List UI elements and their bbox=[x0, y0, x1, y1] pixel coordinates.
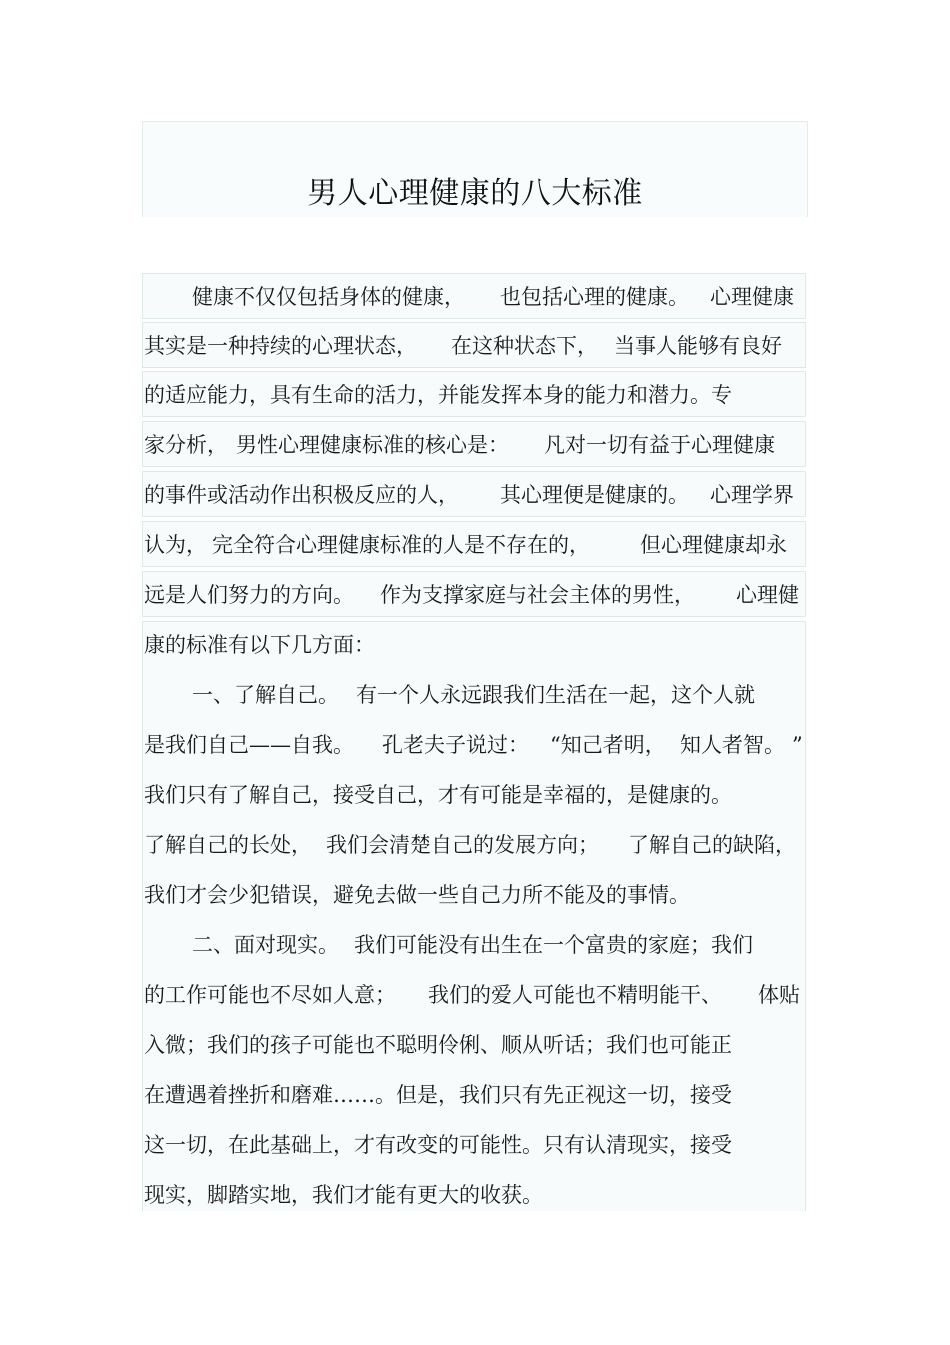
text-line bbox=[144, 329, 804, 363]
text-segment: 在这种状态下， bbox=[451, 334, 598, 358]
text-segment: 我们只有了解自己，接受自己，才有可能是幸福的，是健康的。 bbox=[144, 783, 732, 807]
text-segment: 体贴 bbox=[758, 983, 800, 1007]
text-segment: ” bbox=[792, 733, 803, 757]
text-line bbox=[144, 428, 804, 462]
text-segment: 也包括心理的健康。 bbox=[500, 285, 689, 309]
text-segment: 了解自己的缺陷， bbox=[628, 833, 796, 857]
document-title: 男人心理健康的八大标准 bbox=[307, 176, 643, 211]
text-segment: 我们会清楚自己的发展方向； bbox=[326, 833, 599, 857]
text-segment: 的适应能力，具有生命的活力，并能发挥本身的能力和潜力。专 bbox=[144, 383, 732, 407]
text-segment: 的工作可能也不尽如人意； bbox=[144, 983, 396, 1007]
text-segment: 我们可能没有出生在一个富贵的家庭；我们 bbox=[354, 933, 753, 957]
text-segment: 但心理健康却永 bbox=[640, 533, 787, 557]
text-segment: 知人者智。 bbox=[680, 733, 785, 757]
title-box bbox=[142, 121, 808, 217]
text-segment: 健康不仅仅包括身体的健康， bbox=[192, 285, 465, 309]
text-segment: 远是人们努力的方向。 bbox=[144, 583, 354, 607]
text-segment: 凡对一切有益于心理健康 bbox=[544, 433, 775, 457]
text-segment: 这一切，在此基础上，才有改变的可能性。只有认清现实，接受 bbox=[144, 1133, 732, 1157]
text-segment: 我们的爱人可能也不精明能干、 bbox=[428, 983, 722, 1007]
text-segment: 在遭遇着挫折和磨难……。但是，我们只有先正视这一切，接受 bbox=[144, 1083, 732, 1107]
text-line bbox=[144, 828, 804, 862]
text-segment: 家分析， bbox=[144, 433, 228, 457]
text-segment: 现实，脚踏实地，我们才能有更大的收获。 bbox=[144, 1183, 543, 1207]
text-segment: 入微；我们的孩子可能也不聪明伶俐、顺从听话；我们也可能正 bbox=[144, 1033, 732, 1057]
text-segment: 我们才会少犯错误，避免去做一些自己力所不能及的事情。 bbox=[144, 883, 690, 907]
text-segment: 心理健康 bbox=[710, 285, 794, 309]
text-line bbox=[144, 978, 804, 1012]
text-segment: 其心理便是健康的。 bbox=[500, 483, 689, 507]
text-segment: 作为支撑家庭与社会主体的男性， bbox=[380, 583, 695, 607]
text-segment: 了解自己的长处， bbox=[144, 833, 312, 857]
text-line bbox=[144, 628, 804, 662]
text-segment: 当事人能够有良好 bbox=[614, 334, 782, 358]
text-line bbox=[144, 678, 804, 712]
text-line bbox=[144, 478, 804, 512]
text-line bbox=[144, 728, 804, 762]
text-segment: 认为， bbox=[144, 533, 207, 557]
text-segment: 完全符合心理健康标准的人是不存在的， bbox=[212, 533, 590, 557]
text-line bbox=[144, 1178, 804, 1212]
text-line bbox=[144, 578, 804, 612]
text-segment: “知己者明， bbox=[550, 733, 666, 757]
text-segment: 其实是一种持续的心理状态， bbox=[144, 334, 417, 358]
text-line bbox=[144, 1028, 804, 1062]
text-segment: 孔老夫子说过： bbox=[382, 733, 529, 757]
text-segment: 男性心理健康标准的核心是： bbox=[236, 433, 509, 457]
text-line bbox=[144, 528, 804, 562]
text-line bbox=[144, 1078, 804, 1112]
text-segment: 是我们自己——自我。 bbox=[144, 733, 354, 757]
text-segment: 的事件或活动作出积极反应的人， bbox=[144, 483, 459, 507]
text-line bbox=[144, 378, 804, 412]
text-segment: 一、了解自己。 bbox=[192, 683, 339, 707]
text-line bbox=[144, 280, 804, 314]
text-line bbox=[144, 778, 804, 812]
text-line bbox=[144, 1128, 804, 1162]
text-segment: 有一个人永远跟我们生活在一起，这个人就 bbox=[356, 683, 755, 707]
text-segment: 心理学界 bbox=[710, 483, 794, 507]
text-line bbox=[144, 928, 804, 962]
text-line bbox=[144, 878, 804, 912]
text-segment: 康的标准有以下几方面： bbox=[144, 633, 375, 657]
text-segment: 二、面对现实。 bbox=[192, 933, 339, 957]
text-segment: 心理健 bbox=[736, 583, 799, 607]
